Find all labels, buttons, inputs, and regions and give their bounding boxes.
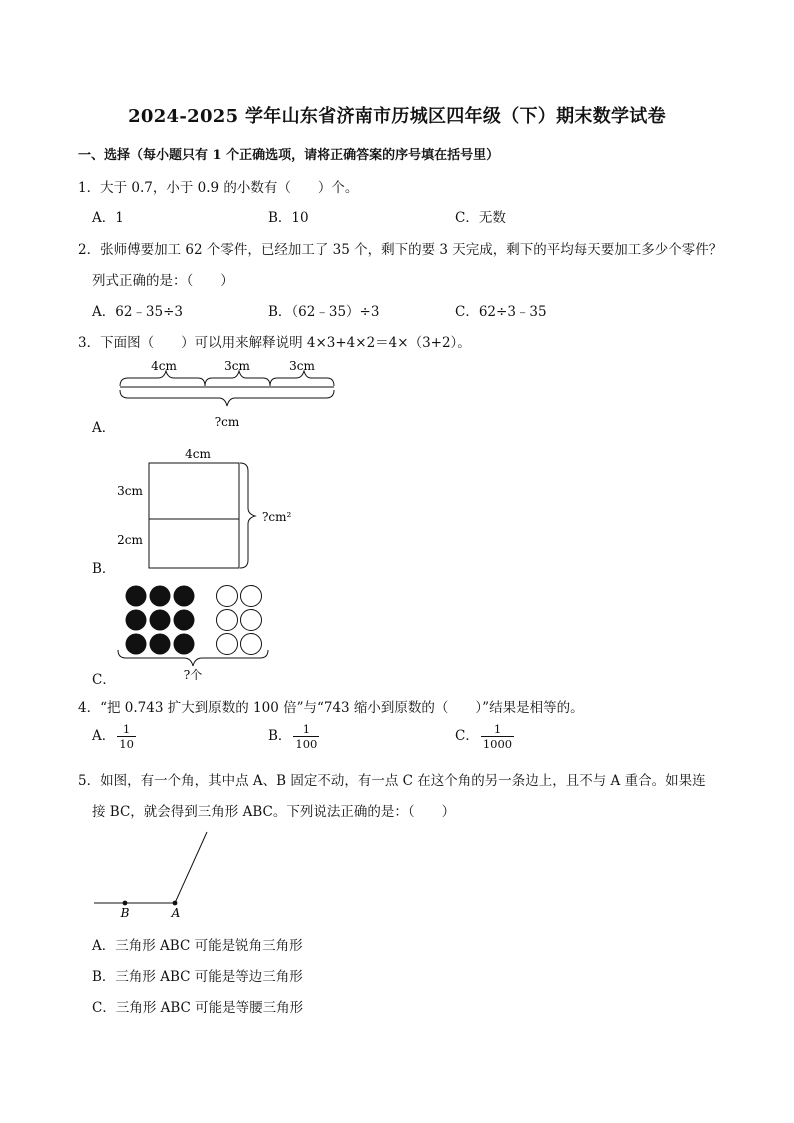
- question-4: 4．“把 0.743 扩大到原数的 100 倍”与“743 缩小到原数的（ ）”结果是相等的。: [78, 700, 584, 716]
- fig-c-dots: [126, 586, 262, 655]
- filled-dot: [174, 634, 195, 655]
- fig-a-total-label: ?cm: [214, 415, 240, 429]
- angle-side-ray: [175, 832, 207, 903]
- point-a-label: A: [171, 906, 181, 920]
- fig-a-seg2-label: 3cm: [224, 359, 250, 373]
- q4-option-b[interactable]: [268, 722, 319, 751]
- q2-option-c[interactable]: C．62÷3﹣35: [455, 304, 547, 320]
- q4-option-a[interactable]: [92, 722, 136, 751]
- q3-figure-a: [110, 354, 350, 432]
- filled-dot: [126, 586, 147, 607]
- q3-figure-c: [110, 580, 280, 680]
- q1-option-c[interactable]: C．无数: [455, 210, 506, 226]
- fig-b-lower-rect: [149, 519, 239, 568]
- question-5-line2: 接 BC，就会得到三角形 ABC。下列说法正确的是：（ ）: [92, 804, 456, 820]
- fig-a-seg3-label: 3cm: [289, 359, 315, 373]
- question-3: 3．下面图（ ）可以用来解释说明 4×3+4×2＝4×（3+2）。: [78, 335, 471, 351]
- filled-dot: [174, 610, 195, 631]
- fig-b-left1-label: 3cm: [117, 484, 143, 498]
- fig-a-seg1-label: 4cm: [151, 359, 177, 373]
- q5-option-b[interactable]: B．三角形 ABC 可能是等边三角形: [92, 969, 303, 985]
- hollow-dot: [217, 586, 238, 607]
- fig-b-right-label: ?cm²: [262, 510, 292, 524]
- hollow-dot: [217, 610, 238, 631]
- hollow-dot: [241, 634, 262, 655]
- q2-option-b[interactable]: B．（62﹣35）÷3: [268, 304, 380, 320]
- page-title: 2024-2025 学年山东省济南市历城区四年级（下）期末数学试卷: [128, 106, 666, 127]
- fraction: $\frac{1}{1000}$: [482, 722, 513, 751]
- fig-a-top-braces: [120, 371, 334, 386]
- filled-dot: [150, 634, 171, 655]
- q1-option-a[interactable]: A．1: [92, 210, 124, 226]
- hollow-dot: [241, 610, 262, 631]
- question-2-line2: 列式正确的是：（ ）: [92, 273, 234, 289]
- question-5-line1: 5．如图，有一个角，其中点 A、B 固定不动，有一点 C 在这个角的另一条边上，且不与 A 重合。如果连: [78, 773, 706, 789]
- q3-figure-b: [110, 444, 310, 574]
- hollow-dot: [241, 586, 262, 607]
- filled-dot: [126, 610, 147, 631]
- fig-b-left2-label: 2cm: [117, 533, 143, 547]
- q3-option-a[interactable]: A．: [92, 420, 116, 436]
- q2-option-a[interactable]: A．62﹣35÷3: [92, 304, 184, 320]
- filled-dot: [126, 634, 147, 655]
- fraction: $\frac{1}{10}$: [119, 722, 134, 751]
- fig-b-upper-rect: [149, 463, 239, 519]
- question-2-line1: 2．张师傅要加工 62 个零件，已经加工了 35 个，剩下的要 3 天完成，剩下的平均每天要加工多少个零件？: [78, 242, 723, 258]
- fig-b-top-label: 4cm: [185, 447, 211, 461]
- section-heading: 一、选择（每小题只有 1 个正确选项，请将正确答案的序号填在括号里）: [78, 148, 500, 163]
- fig-c-total-label: ?个: [183, 668, 203, 680]
- fraction: $\frac{1}{100}$: [295, 722, 318, 751]
- filled-dot: [174, 586, 195, 607]
- q3-option-c[interactable]: C．: [92, 672, 116, 688]
- filled-dot: [150, 610, 171, 631]
- point-a: [173, 901, 178, 906]
- q4-option-a-label: A．: [92, 728, 116, 744]
- filled-dot: [150, 586, 171, 607]
- q1-option-b[interactable]: B．10: [268, 210, 309, 226]
- q3-option-b[interactable]: B．: [92, 561, 116, 577]
- q5-option-c[interactable]: C．三角形 ABC 可能是等腰三角形: [92, 1000, 304, 1016]
- point-b-label: B: [120, 906, 130, 920]
- question-1: 1．大于 0.7，小于 0.9 的小数有（ ）个。: [78, 180, 359, 196]
- q5-option-a[interactable]: A．三角形 ABC 可能是锐角三角形: [92, 938, 303, 954]
- q4-option-b-label: B．: [268, 728, 292, 744]
- q4-option-c[interactable]: [455, 722, 514, 751]
- fig-b-right-brace: [240, 463, 255, 568]
- q4-option-c-label: C．: [455, 728, 479, 744]
- q5-angle-figure: [90, 828, 230, 922]
- hollow-dot: [217, 634, 238, 655]
- point-b: [123, 901, 128, 906]
- fig-a-bottom-brace: [120, 390, 334, 406]
